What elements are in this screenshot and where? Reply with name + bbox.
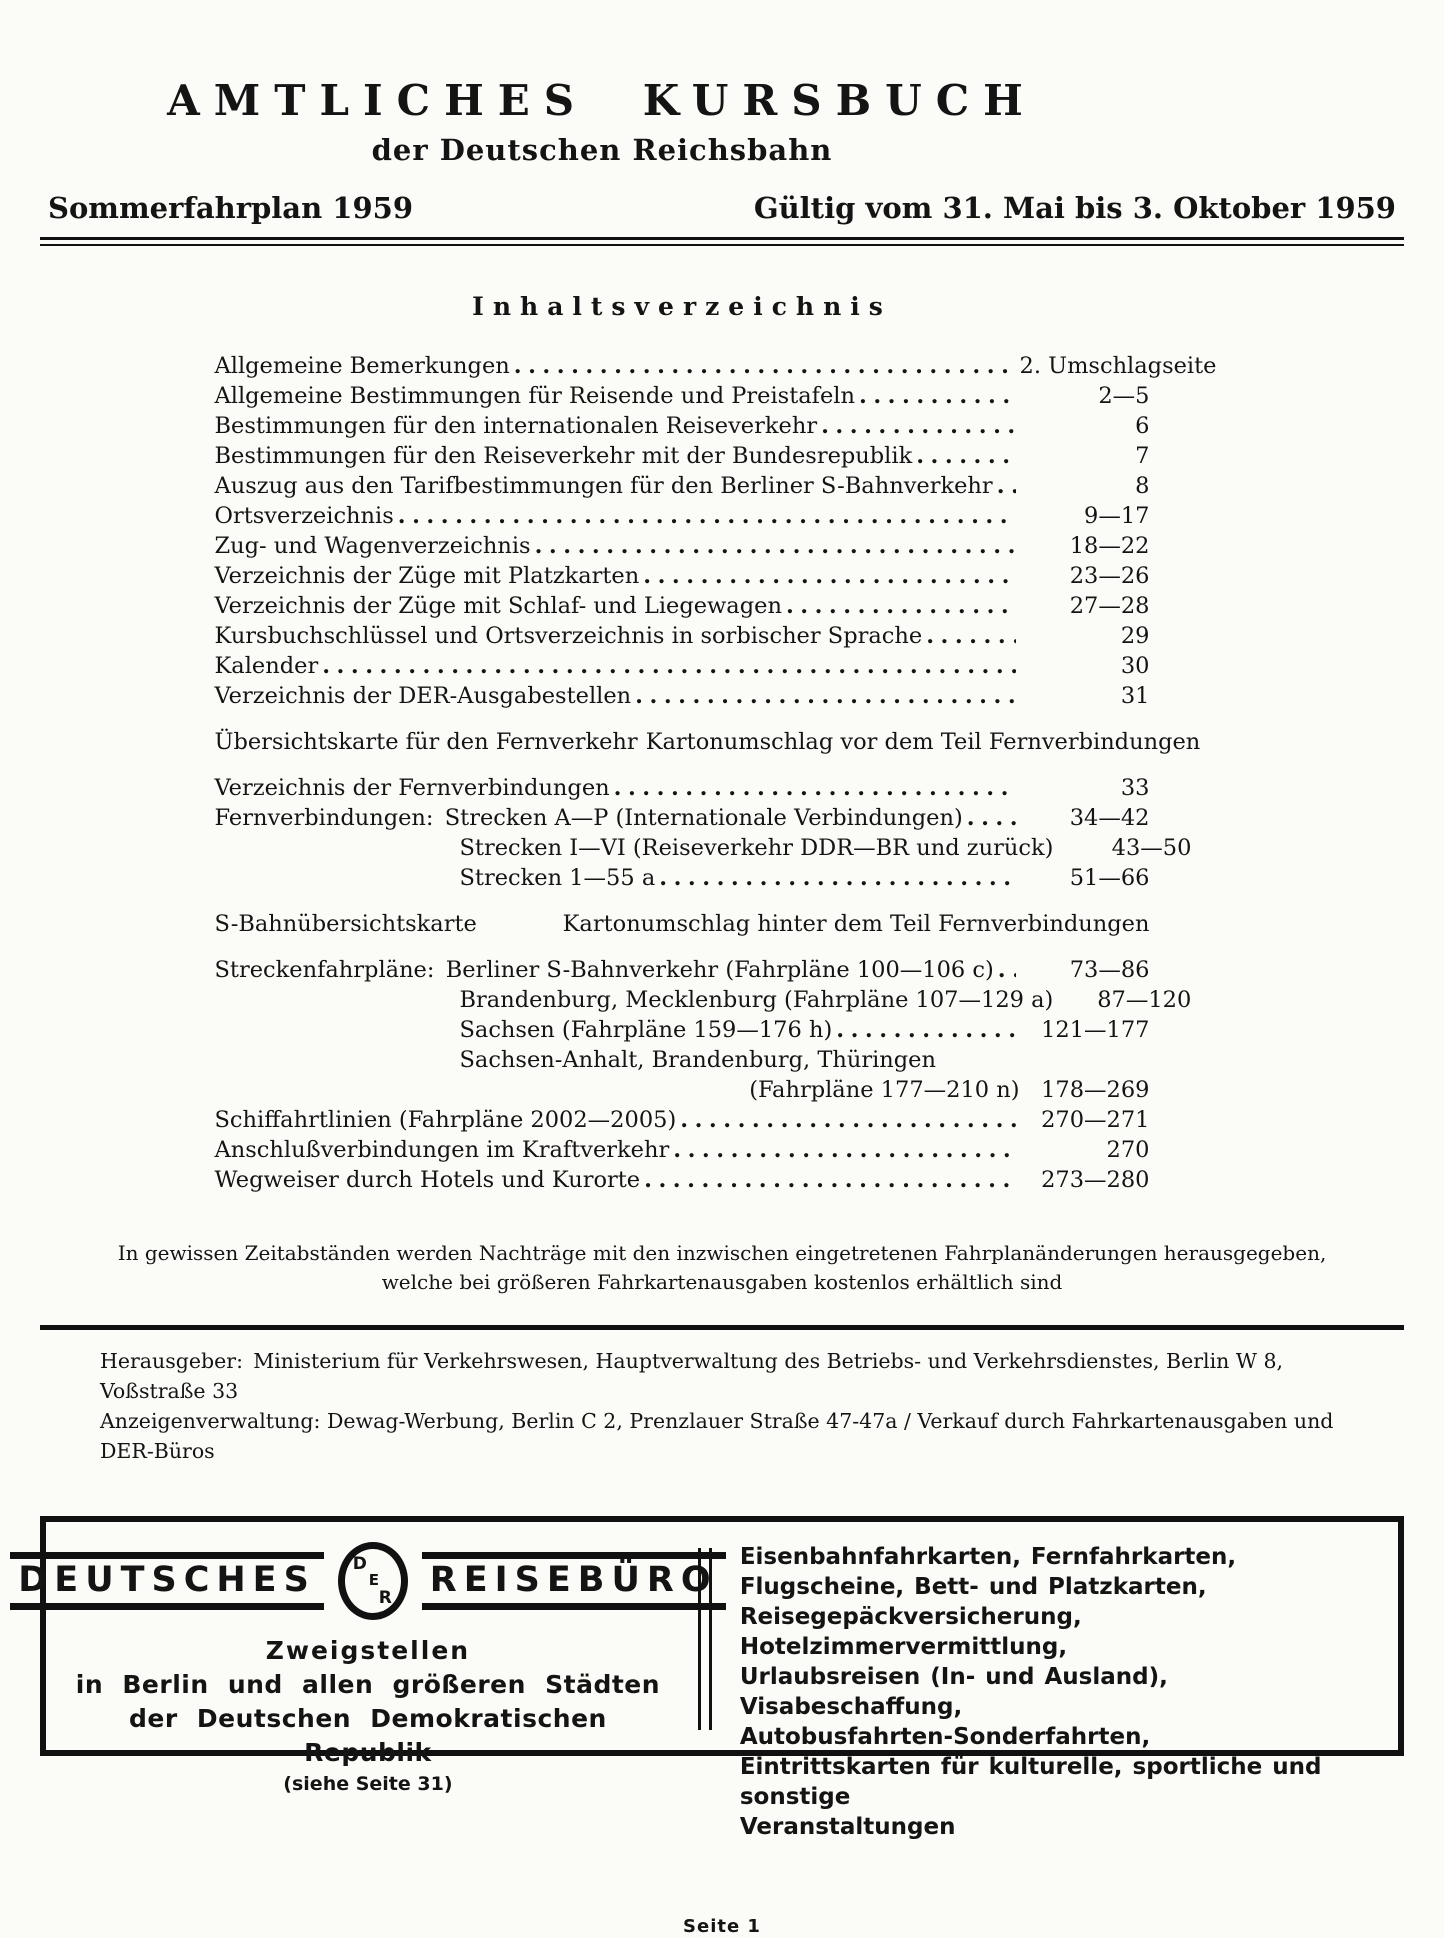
toc-entry-pages: 8	[1135, 473, 1150, 499]
services-list	[739, 1540, 1372, 1840]
toc-entry-label: Allgemeine Bemerkungen	[214, 353, 510, 379]
toc-entry-pages: 18—22	[1069, 533, 1150, 559]
toc-row	[215, 909, 1150, 939]
toc-entry-label: Verzeichnis der Züge mit Platzkarten	[214, 563, 640, 589]
toc-entry-label: Übersichtskarte für den Fernverkehr	[214, 729, 638, 755]
der-logo-icon	[338, 1542, 408, 1620]
toc-row	[215, 863, 1150, 893]
toc-row	[215, 621, 1150, 651]
toc-entry-pages: 2. Umschlagseite	[1019, 353, 1217, 379]
page-footer: Seite 1	[683, 1916, 761, 1937]
toc-entry-label: Strecken I—VI (Reiseverkehr DDR—BR und zurück)	[459, 835, 1054, 861]
toc-list	[214, 351, 1217, 1195]
toc-row	[215, 591, 1150, 621]
leader-dots	[643, 561, 1015, 591]
toc-entry-pages: 7	[1135, 443, 1150, 469]
imprint	[40, 1346, 1404, 1466]
leader-dots	[926, 621, 1015, 651]
toc-entry-pages: 9—17	[1084, 503, 1150, 529]
toc-row	[215, 651, 1150, 681]
toc-row	[215, 531, 1150, 561]
toc-entry-label: Bestimmungen für den internationalen Reiseverkehr	[214, 413, 818, 439]
toc-entry-pages: Kartonumschlag vor dem Teil Fernverbindungen	[645, 729, 1201, 755]
leader-dots	[644, 1165, 1015, 1195]
toc-entry-pages: 43—50	[1111, 835, 1192, 861]
tagline-line: (siehe Seite 31)	[283, 1773, 453, 1795]
toc-entry-label: Verzeichnis der Züge mit Schlaf- und Liegewagen	[214, 593, 782, 619]
toc-entry-pages: 6	[1135, 413, 1150, 439]
toc-entry-pages: 270	[1106, 1137, 1150, 1163]
toc-row	[215, 411, 1150, 441]
toc-entry-label: Auszug aus den Tarifbestimmungen für den Berliner S-Bahnverkehr	[214, 473, 993, 499]
brand-deutsches: DEUTSCHES	[10, 1552, 324, 1611]
toc-row	[215, 1075, 1150, 1105]
toc-entry-label: Ortsverzeichnis	[214, 503, 394, 529]
toc-row	[215, 1105, 1150, 1135]
edition-label: Sommerfahrplan 1959	[48, 191, 413, 225]
leader-dots	[535, 531, 1016, 561]
toc-entry-label: Anschlußverbindungen im Kraftverkehr	[214, 1137, 670, 1163]
toc-entry-pages: 29	[1120, 623, 1150, 649]
toc-entry-label: Verzeichnis der DER-Ausgabestellen	[214, 683, 632, 709]
ad-brand-column	[18, 1540, 718, 1795]
toc-row	[215, 955, 1150, 985]
toc-row	[215, 1015, 1150, 1045]
toc-entry-label: Schiffahrtlinien (Fahrpläne 2002—2005)	[214, 1107, 677, 1133]
toc-row	[215, 773, 1150, 803]
toc-entry-pages: 23—26	[1069, 563, 1150, 589]
toc-entry-pages: 51—66	[1069, 865, 1150, 891]
service-item: Flugscheine, Bett- und Platzkarten,	[739, 1574, 1207, 1600]
leader-dots	[821, 411, 1015, 441]
service-item: Veranstaltungen	[739, 1814, 956, 1840]
toc-entry-label: Strecken 1—55 a	[459, 865, 656, 891]
toc-row	[215, 501, 1150, 531]
toc-row	[215, 441, 1150, 471]
leader-dots	[859, 381, 1016, 411]
leader-dots	[635, 681, 1015, 711]
leader-dots	[836, 1015, 1015, 1045]
leader-dots	[398, 501, 1016, 531]
toc-row	[215, 833, 1192, 863]
toc-entry-pages: 87—120	[1097, 987, 1192, 1013]
leader-dots	[680, 1105, 1015, 1135]
toc-entry-label: Fernverbindungen: Strecken A—P (Internationale Verbindungen)	[214, 805, 963, 831]
toc-entry-label: S-Bahnübersichtskarte	[214, 911, 477, 937]
leader-dots	[967, 803, 1016, 833]
toc-entry-pages: 273—280	[1041, 1167, 1150, 1193]
toc-entry-pages: 270—271	[1041, 1107, 1150, 1133]
brand-reisebuero: REISEBÜRO	[422, 1552, 726, 1611]
leader-dots	[659, 863, 1015, 893]
logo-letter-r: R	[378, 1588, 392, 1608]
service-item: Eintrittskarten für kulturelle, sportliche und sonstige	[739, 1754, 1322, 1810]
toc-entry-label: Bestimmungen für den Reiseverkehr mit der Bundesrepublik	[214, 443, 913, 469]
leader-dots	[514, 351, 1016, 381]
toc-row	[215, 803, 1150, 833]
logo-letter-e: E	[368, 1571, 380, 1589]
validity-label: Gültig vom 31. Mai bis 3. Oktober 1959	[753, 191, 1396, 225]
toc-entry-label: Allgemeine Bestimmungen für Reisende und Preistafeln	[214, 383, 855, 409]
table-of-contents	[214, 292, 1217, 1195]
leader-dots	[786, 591, 1016, 621]
tagline-line: Zweigstellen	[265, 1636, 471, 1665]
ad-divider	[698, 1548, 712, 1730]
leader-dots	[997, 471, 1016, 501]
toc-entry-label: (Fahrpläne 177—210 n)	[749, 1077, 1020, 1103]
toc-entry-label: Sachsen-Anhalt, Brandenburg, Thüringen	[459, 1047, 936, 1073]
leader-dots	[673, 1135, 1015, 1165]
leader-dots	[998, 955, 1016, 985]
toc-row	[215, 561, 1150, 591]
service-item: Urlaubsreisen (In- und Ausland), Visabeschaffung,	[739, 1664, 1168, 1720]
toc-entry-pages: Kartonumschlag hinter dem Teil Fernverbindungen	[562, 911, 1150, 937]
tagline-line: in Berlin und allen größeren Städten	[75, 1670, 661, 1699]
edition-row	[40, 191, 1404, 225]
service-item: Reisegepäckversicherung, Hotelzimmervermittlung,	[739, 1604, 1082, 1660]
header-rule	[40, 237, 1404, 246]
service-item: Autobusfahrten-Sonderfahrten,	[739, 1724, 1151, 1750]
toc-entry-label: Sachsen (Fahrpläne 159—176 h)	[459, 1017, 833, 1043]
page-title: AMTLICHES KURSBUCH	[167, 76, 1037, 125]
toc-entry-label: Streckenfahrpläne: Berliner S-Bahnverkehr (Fahrpläne 100—106 c)	[214, 957, 994, 983]
imprint-line-publisher: Herausgeber: Ministerium für Verkehrswesen, Hauptverwaltung des Betriebs- und Verkehrsdienstes, Berlin W 8, Voßstraße 33	[100, 1349, 1284, 1403]
note-line: welche bei größeren Fahrkartenausgaben kostenlos erhältlich sind	[381, 1270, 1063, 1294]
toc-entry-pages: 73—86	[1069, 957, 1150, 983]
toc-entry-label: Kursbuchschlüssel und Ortsverzeichnis in sorbischer Sprache	[214, 623, 923, 649]
toc-row	[215, 1165, 1150, 1195]
der-banner	[10, 1542, 725, 1620]
toc-row	[214, 351, 1217, 381]
toc-entry-label: Verzeichnis der Fernverbindungen	[214, 775, 610, 801]
note-line: In gewissen Zeitabständen werden Nachträge mit den inzwischen eingetretenen Fahrplanänderungen herausgegeben,	[117, 1241, 1327, 1265]
toc-row	[215, 1135, 1150, 1165]
toc-entry-pages: 2—5	[1098, 383, 1150, 409]
toc-entry-pages: 33	[1120, 775, 1150, 801]
imprint-line-advertising: Anzeigenverwaltung: Dewag-Werbung, Berlin C 2, Prenzlauer Straße 47-47a / Verkauf durch Fahrkartenausgaben und DER-Büros	[100, 1409, 1334, 1463]
der-advertisement	[18, 1516, 1404, 1840]
supplement-note	[40, 1239, 1404, 1297]
toc-row	[215, 381, 1150, 411]
toc-entry-pages: 34—42	[1069, 805, 1150, 831]
toc-row	[214, 727, 1201, 757]
toc-entry-pages: 121—177	[1041, 1017, 1150, 1043]
toc-entry-label: Zug- und Wagenverzeichnis	[214, 533, 531, 559]
masthead	[0, 76, 1284, 167]
toc-entry-pages: 27—28	[1069, 593, 1150, 619]
ad-tagline	[68, 1634, 668, 1798]
leader-dots	[322, 651, 1015, 681]
toc-entry-label: Brandenburg, Mecklenburg (Fahrpläne 107—129 a)	[459, 987, 1054, 1013]
logo-letter-d: D	[352, 1554, 367, 1574]
toc-entry-pages: 31	[1120, 683, 1150, 709]
service-item: Eisenbahnfahrkarten, Fernfahrkarten,	[739, 1544, 1237, 1570]
leader-dots	[614, 773, 1016, 803]
toc-entry-label: Wegweiser durch Hotels und Kurorte	[214, 1167, 641, 1193]
toc-entry-pages: 178—269	[1041, 1077, 1150, 1103]
leader-dots	[916, 441, 1015, 471]
toc-row	[215, 1045, 1150, 1075]
page-subtitle: der Deutschen Reichsbahn	[371, 133, 833, 167]
toc-row	[215, 985, 1192, 1015]
toc-entry-pages: 30	[1120, 653, 1150, 679]
tagline-line: der Deutschen Demokratischen Republik	[129, 1704, 607, 1767]
toc-entry-label: Kalender	[214, 653, 319, 679]
divider-rule	[40, 1325, 1404, 1330]
toc-heading: Inhaltsverzeichnis	[472, 292, 892, 321]
toc-row	[215, 471, 1150, 501]
toc-row	[215, 681, 1150, 711]
